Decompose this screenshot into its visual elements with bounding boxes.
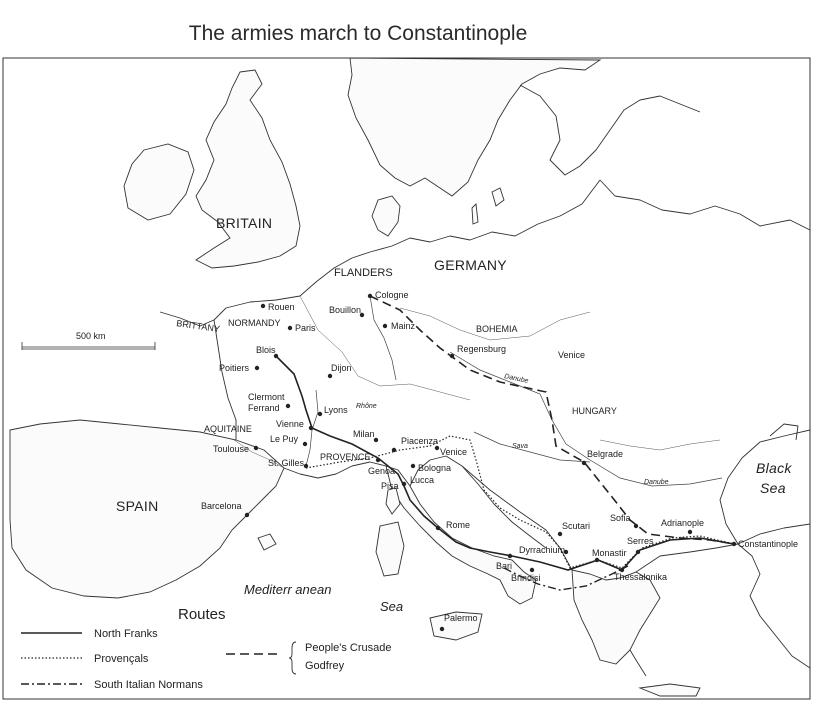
city-dot-genoa — [376, 458, 380, 462]
region-venice: Venice — [558, 350, 586, 360]
label-serres: Serres — [627, 536, 654, 546]
label-constantinople: Constantinople — [738, 539, 799, 549]
label-palermo: Palermo — [444, 613, 478, 623]
label-sofia: Sofia — [610, 513, 631, 523]
label-bari: Bari — [496, 561, 513, 571]
city-dot-le-puy — [303, 442, 307, 446]
label-mainz: Mainz — [391, 321, 416, 331]
city-dot-constantinople — [732, 542, 736, 546]
city-dot-st-gilles — [304, 464, 308, 468]
scandinavia-coast — [348, 58, 600, 196]
label-paris: Paris — [295, 323, 316, 333]
city-dot-adrianople — [688, 530, 692, 534]
label-venice: Venice — [440, 447, 468, 457]
label-adrianople: Adrianople — [661, 518, 705, 528]
city-dot-paris — [288, 326, 292, 330]
label-belgrade: Belgrade — [587, 449, 624, 459]
city-dot-venice — [435, 446, 439, 450]
legend-normans: South Italian Normans — [94, 679, 203, 691]
region-germany: GERMANY — [434, 257, 507, 273]
river-sava: Sava — [512, 443, 528, 450]
label-poitiers: Poitiers — [219, 363, 250, 373]
region-normandy: NORMANDY — [228, 318, 281, 328]
label-rouen: Rouen — [268, 302, 295, 312]
route-north-franks — [276, 356, 734, 570]
city-dot-clermont — [286, 404, 290, 408]
city-dot-rome — [436, 526, 440, 530]
label-bouillon: Bouillon — [329, 305, 362, 315]
label-rome: Rome — [446, 520, 471, 530]
legend-title: Routes — [178, 606, 226, 623]
crete — [640, 684, 700, 696]
label-genoa: Genoa — [368, 466, 396, 476]
city-dot-brindisi — [530, 568, 534, 572]
sea-med-sea: Sea — [380, 599, 404, 614]
greece-peninsula — [572, 570, 660, 664]
region-britain: BRITAIN — [216, 215, 273, 231]
region-hungary: HUNGARY — [572, 406, 617, 416]
region-spain: SPAIN — [116, 498, 159, 514]
label-regensburg: Regensburg — [457, 344, 507, 354]
city-dot-sofia — [634, 524, 638, 528]
label-dijon: Dijon — [331, 363, 352, 373]
border-1 — [300, 296, 470, 400]
denmark-coast — [372, 196, 400, 236]
sardinia — [376, 522, 404, 576]
label-milan: Milan — [353, 429, 375, 439]
baltic-east-coast — [600, 180, 810, 230]
label-monastir: Monastir — [592, 548, 627, 558]
city-dot-barcelona — [245, 513, 249, 517]
sea-black-2: Sea — [760, 480, 786, 496]
asia-minor-coast — [738, 544, 810, 668]
label-toulouse: Toulouse — [213, 444, 250, 454]
rhine-river — [370, 296, 396, 380]
label-blois: Blois — [256, 345, 276, 355]
ireland-coast — [124, 144, 194, 220]
mallorca — [258, 534, 276, 550]
scale-bar — [22, 331, 155, 350]
city-dot-belgrade — [582, 461, 586, 465]
river-rhone: Rhône — [356, 403, 377, 410]
sava-river — [474, 432, 590, 462]
label-cologne: Cologne — [375, 290, 409, 300]
region-aquitaine: AQUITAINE — [204, 424, 252, 434]
region-bohemia: BOHEMIA — [476, 324, 518, 334]
label-pisa: Pisa — [381, 481, 399, 491]
label-lyons: Lyons — [324, 405, 348, 415]
legend-north-franks: North Franks — [94, 628, 158, 640]
city-dot-dijon — [328, 374, 332, 378]
legend-godfrey: Godfrey — [305, 660, 345, 672]
city-dot-regensburg — [450, 354, 454, 358]
city-dot-toulouse — [254, 446, 258, 450]
legend-provencals: Provençals — [94, 653, 149, 665]
city-dot-scutari — [558, 532, 562, 536]
region-provence: PROVENCE — [320, 452, 371, 462]
baltic-south-coast — [370, 180, 600, 252]
label-barcelona: Barcelona — [201, 501, 242, 511]
city-dot-cologne — [368, 294, 372, 298]
city-dot-mainz — [383, 324, 387, 328]
label-le-puy: Le Puy — [270, 434, 299, 444]
map-title: The armies march to Constantinople — [188, 22, 528, 45]
region-flanders: FLANDERS — [334, 267, 393, 279]
scale-label: 500 km — [76, 331, 106, 341]
legend — [21, 606, 392, 691]
city-dot-palermo — [440, 627, 444, 631]
city-dot-lucca — [402, 482, 406, 486]
river-danube-1: Danube — [503, 373, 530, 386]
label-piacenza: Piacenza — [401, 436, 439, 446]
label-lucca: Lucca — [410, 475, 435, 485]
sea-mediterranean: Mediterr anean — [244, 582, 332, 597]
label-dyrrachium: Dyrrachium — [519, 545, 566, 555]
city-dot-bologna — [411, 464, 415, 468]
city-dot-bari — [508, 554, 512, 558]
biscay-coast — [214, 320, 236, 440]
city-dot-serres — [636, 550, 640, 554]
legend-brace — [289, 642, 296, 674]
city-dot-piacenza — [392, 448, 396, 452]
danube-river — [450, 352, 722, 486]
oland — [472, 204, 478, 224]
sea-black-1: Black — [756, 460, 792, 476]
city-dot-rouen — [261, 304, 265, 308]
river-danube-2: Danube — [644, 479, 669, 486]
label-vienne: Vienne — [276, 419, 304, 429]
legend-peoples-crusade: People's Crusade — [305, 642, 392, 654]
city-dot-monastir — [595, 558, 599, 562]
label-clermont: Clermont — [248, 392, 285, 402]
label-thessalonika: Thessalonika — [614, 572, 668, 582]
city-dot-poitiers — [255, 366, 259, 370]
label-st-gilles: St. Gilles — [268, 458, 305, 468]
label-bologna: Bologna — [418, 463, 452, 473]
label-scutari: Scutari — [562, 521, 591, 531]
crimea — [770, 424, 798, 440]
label-ferrand: Ferrand — [248, 403, 280, 413]
gotland — [492, 188, 504, 206]
city-dot-vienne — [309, 426, 313, 430]
italy-coast — [386, 466, 536, 604]
britain-coast — [196, 70, 300, 268]
label-brindisi: Brindisi — [511, 573, 541, 583]
aegean-coast — [636, 544, 738, 572]
scandinavia-gulf — [520, 85, 700, 175]
region-brittany: BRITTANY — [175, 318, 221, 335]
city-dot-lyons — [318, 412, 322, 416]
